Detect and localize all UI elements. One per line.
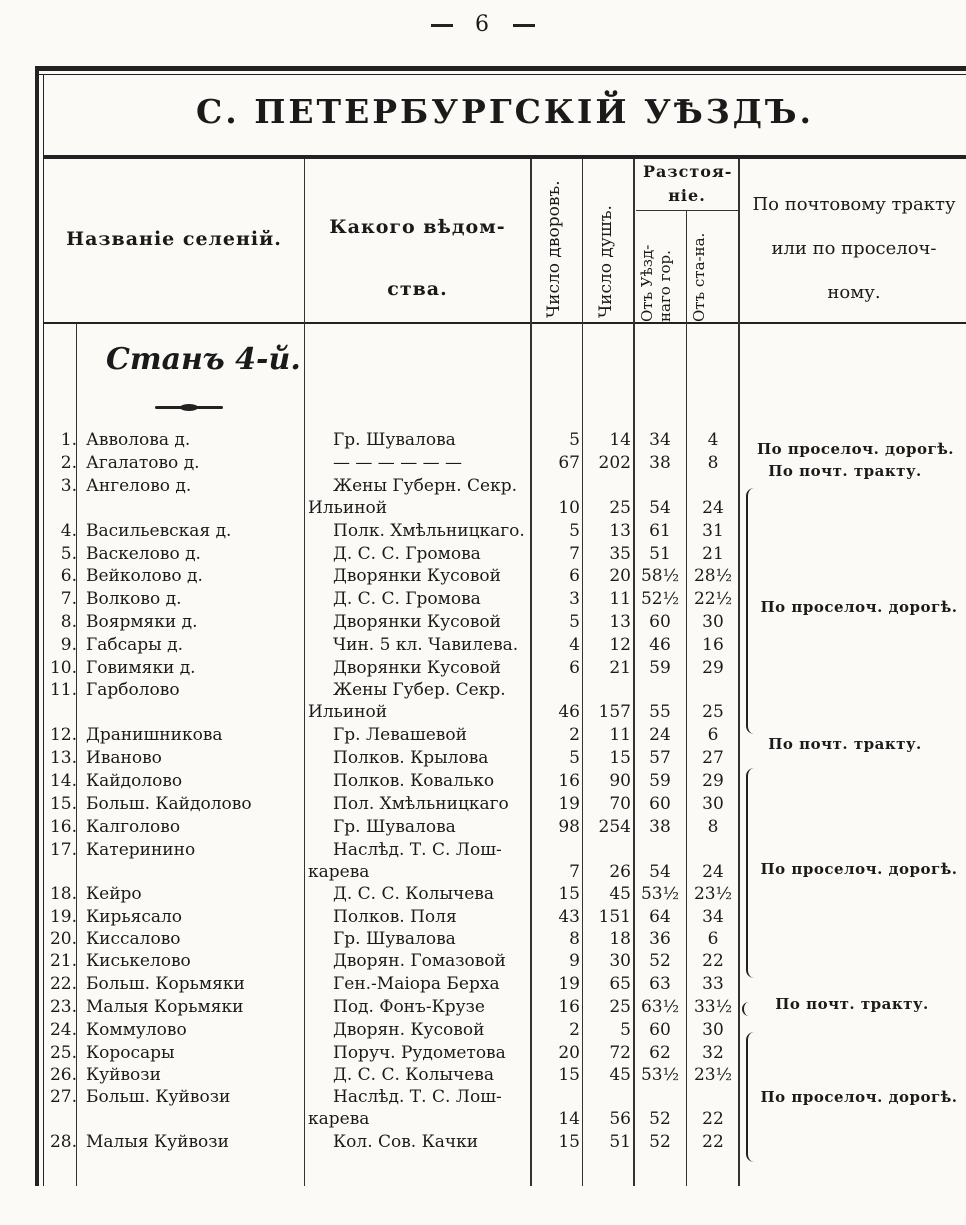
distance-stan: 31 (702, 521, 724, 541)
dvorov-count: 6 (569, 658, 580, 678)
dvorov-count: 2 (569, 1020, 580, 1040)
col-line-stan (738, 159, 740, 1186)
header-dept-line1: Какого вѣдом- (329, 216, 506, 238)
village-name: Иваново (86, 748, 162, 768)
dush-count: 21 (609, 658, 631, 678)
department-cont: карева (308, 862, 370, 882)
frame-rule-left-thin (43, 74, 44, 1186)
title-rule (44, 155, 966, 159)
dvorov-count: 15 (558, 884, 580, 904)
row-number: 24. (49, 1020, 77, 1040)
distance-uezd: 24 (649, 725, 671, 745)
distance-rule (636, 210, 738, 211)
distance-stan: 8 (707, 453, 719, 473)
dvorov-count: 9 (569, 951, 580, 971)
department: Кол. Сов. Качки (333, 1132, 479, 1152)
dvorov-count: 43 (558, 907, 580, 927)
distance-uezd: 62 (649, 1043, 671, 1063)
distance-uezd: 52 (649, 951, 671, 971)
dvorov-count: 10 (558, 498, 580, 518)
row-number: 9. (60, 635, 77, 655)
header-dvorov: Число дворовъ. (544, 180, 564, 318)
distance-uezd: 52½ (640, 589, 680, 609)
header-name: Названіе селеній. (66, 228, 282, 250)
dvorov-count: 4 (569, 635, 580, 655)
dush-count: 35 (609, 544, 631, 564)
distance-uezd: 34 (649, 430, 671, 450)
page-number-text: 6 (475, 12, 491, 37)
department: Д. С. С. Колычева (333, 1065, 494, 1085)
village-name: Кейро (86, 884, 142, 904)
row-number: 11. (49, 680, 77, 700)
dush-count: 26 (609, 862, 631, 882)
distance-uezd: 36 (649, 929, 671, 949)
distance-stan: 29 (702, 771, 724, 791)
department: Пол. Хмѣльницкаго (333, 794, 509, 814)
distance-stan: 32 (702, 1043, 724, 1063)
distance-stan: 4 (707, 430, 719, 450)
frame-rule-top-thin (35, 74, 966, 75)
village-name: Ангелово д. (86, 476, 192, 496)
distance-uezd: 59 (649, 658, 671, 678)
dvorov-count: 8 (569, 929, 580, 949)
village-name: Малыя Куйвози (86, 1132, 229, 1152)
department: Полков. Поля (333, 907, 457, 927)
department-cont: карева (308, 1109, 370, 1129)
department: — — — — — — (333, 453, 463, 473)
department: Наслѣд. Т. С. Лош- (333, 840, 502, 860)
row-number: 14. (49, 771, 77, 791)
village-name: Больш. Корьмяки (86, 974, 245, 994)
village-name: Малыя Корьмяки (86, 997, 244, 1017)
row-number: 8. (60, 612, 77, 632)
dvorov-count: 15 (558, 1132, 580, 1152)
distance-uezd: 61 (649, 521, 671, 541)
header-dept (305, 196, 530, 320)
dush-count: 25 (609, 498, 631, 518)
dush-count: 70 (609, 794, 631, 814)
dvorov-count: 7 (569, 862, 580, 882)
distance-stan: 33 (702, 974, 724, 994)
dush-count: 11 (609, 589, 631, 609)
department: Дворянки Кусовой (333, 566, 501, 586)
distance-uezd: 53½ (640, 1065, 680, 1085)
col-line-uezd (686, 211, 687, 1186)
dush-count: 90 (609, 771, 631, 791)
department: Под. Фонъ-Крузе (333, 997, 485, 1017)
dush-count: 13 (609, 521, 631, 541)
distance-stan: 22 (702, 951, 724, 971)
row-number: 12. (49, 725, 77, 745)
page-title: С. ПЕТЕРБУРГСКІЙ УѢЗДЪ. (195, 92, 815, 131)
distance-stan: 30 (702, 612, 724, 632)
department: Дворян. Гомазовой (333, 951, 506, 971)
row-number: 20. (49, 929, 77, 949)
distance-uezd: 51 (649, 544, 671, 564)
distance-stan: 29 (702, 658, 724, 678)
dvorov-count: 98 (558, 817, 580, 837)
row-number: 6. (60, 566, 77, 586)
row-number: 10. (49, 658, 77, 678)
row-number: 23. (49, 997, 77, 1017)
village-name: Больш. Куйвози (86, 1087, 231, 1107)
distance-uezd: 64 (649, 907, 671, 927)
village-name: Кайдолово (86, 771, 183, 791)
village-name: Киськелово (86, 951, 191, 971)
row-number: 7. (60, 589, 77, 609)
distance-uezd: 63½ (640, 997, 680, 1017)
department: Д. С. С. Громова (333, 544, 481, 564)
header-route (742, 183, 966, 315)
header-dush: Число душъ. (596, 205, 616, 318)
distance-stan: 33½ (693, 997, 733, 1017)
row-number: 4. (60, 521, 77, 541)
department: Полков. Ковалько (333, 771, 495, 791)
section-flourish-center (180, 404, 198, 411)
distance-uezd: 54 (649, 862, 671, 882)
distance-uezd: 60 (649, 1020, 671, 1040)
dvorov-count: 5 (569, 612, 580, 632)
header-from-uezd: Отъ Уѣзд-наго гор. (638, 244, 674, 322)
row-number: 16. (49, 817, 77, 837)
distance-uezd: 57 (649, 748, 671, 768)
village-name: Воярмяки д. (86, 612, 198, 632)
header-rule (44, 322, 966, 324)
department: Гр. Шувалова (333, 430, 456, 450)
row-number: 28. (49, 1132, 77, 1152)
distance-uezd: 58½ (640, 566, 680, 586)
village-name: Коросары (86, 1043, 175, 1063)
dush-count: 45 (609, 884, 631, 904)
village-name: Коммулово (86, 1020, 187, 1040)
village-name: Агалатово д. (86, 453, 200, 473)
dush-count: 25 (609, 997, 631, 1017)
header-dept-line2: ства. (387, 278, 448, 300)
col-line-dush (633, 159, 635, 1186)
village-name: Волково д. (86, 589, 182, 609)
dvorov-count: 46 (558, 702, 580, 722)
village-name: Говимяки д. (86, 658, 196, 678)
village-name: Васкелово д. (86, 544, 201, 564)
distance-uezd: 52 (649, 1109, 671, 1129)
department: Ген.-Маіора Берха (333, 974, 500, 994)
row-number: 13. (49, 748, 77, 768)
distance-uezd: 53½ (640, 884, 680, 904)
dush-count: 11 (609, 725, 631, 745)
distance-uezd: 38 (649, 453, 671, 473)
distance-stan: 23½ (693, 1065, 733, 1085)
header-route-line3: ному. (827, 282, 881, 303)
dush-count: 30 (609, 951, 631, 971)
frame-rule-top (35, 66, 966, 71)
distance-stan: 24 (702, 498, 724, 518)
dvorov-count: 6 (569, 566, 580, 586)
dush-count: 18 (609, 929, 631, 949)
dush-count: 72 (609, 1043, 631, 1063)
row-number: 15. (49, 794, 77, 814)
dush-count: 56 (609, 1109, 631, 1129)
row-number: 2. (60, 453, 77, 473)
village-name: Кирьясало (86, 907, 183, 927)
distance-stan: 30 (702, 794, 724, 814)
department: Дворянки Кусовой (333, 612, 501, 632)
dvorov-count: 19 (558, 794, 580, 814)
col-line-dept (530, 159, 532, 1186)
row-number: 22. (49, 974, 77, 994)
village-name: Вейколово д. (86, 566, 203, 586)
distance-uezd: 60 (649, 794, 671, 814)
dush-count: 13 (609, 612, 631, 632)
dash-left (431, 24, 453, 27)
distance-stan: 6 (707, 725, 719, 745)
village-name: Калголово (86, 817, 181, 837)
dush-count: 5 (620, 1020, 631, 1040)
distance-stan: 16 (702, 635, 724, 655)
department-cont: Ильиной (308, 702, 388, 722)
distance-uezd: 59 (649, 771, 671, 791)
distance-uezd: 63 (649, 974, 671, 994)
department: Жены Губерн. Секр. (333, 476, 517, 496)
distance-stan: 21 (702, 544, 724, 564)
dvorov-count: 7 (569, 544, 580, 564)
distance-stan: 8 (707, 817, 719, 837)
dvorov-count: 16 (558, 997, 580, 1017)
department: Полков. Крылова (333, 748, 489, 768)
page-number (0, 12, 966, 37)
route-label: По почт. тракту. (768, 735, 922, 753)
distance-uezd: 54 (649, 498, 671, 518)
dvorov-count: 2 (569, 725, 580, 745)
route-label: По почт. тракту. (775, 995, 929, 1013)
row-number: 26. (49, 1065, 77, 1085)
distance-uezd: 52 (649, 1132, 671, 1152)
distance-stan: 22½ (693, 589, 733, 609)
dush-count: 254 (598, 817, 631, 837)
dush-count: 14 (609, 430, 631, 450)
dash-right (513, 24, 535, 27)
village-name: Авволова д. (86, 430, 191, 450)
village-name: Габсары д. (86, 635, 183, 655)
distance-stan: 22 (702, 1109, 724, 1129)
distance-uezd: 55 (649, 702, 671, 722)
group-brace (742, 1002, 752, 1016)
dvorov-count: 20 (558, 1043, 580, 1063)
dush-count: 157 (598, 702, 631, 722)
village-name: Куйвози (86, 1065, 161, 1085)
department: Наслѣд. Т. С. Лош- (333, 1087, 502, 1107)
department: Чин. 5 кл. Чавилева. (333, 635, 519, 655)
dvorov-count: 14 (558, 1109, 580, 1129)
department: Дворян. Кусовой (333, 1020, 485, 1040)
frame-rule-left (35, 66, 39, 1186)
row-number: 19. (49, 907, 77, 927)
department: Гр. Левашевой (333, 725, 467, 745)
dush-count: 202 (598, 453, 631, 473)
row-number: 18. (49, 884, 77, 904)
header-route-line2: или по проселоч- (771, 238, 937, 259)
row-number: 25. (49, 1043, 77, 1063)
dvorov-count: 15 (558, 1065, 580, 1085)
department: Полк. Хмѣльницкаго. (333, 521, 525, 541)
dush-count: 20 (609, 566, 631, 586)
header-from-stan: Отъ ста-на. (690, 232, 708, 322)
dush-count: 151 (598, 907, 631, 927)
village-name: Гарболово (86, 680, 180, 700)
dvorov-count: 5 (569, 521, 580, 541)
distance-uezd: 46 (649, 635, 671, 655)
department: Жены Губер. Секр. (333, 680, 506, 700)
distance-stan: 34 (702, 907, 724, 927)
distance-stan: 23½ (693, 884, 733, 904)
dush-count: 12 (609, 635, 631, 655)
dush-count: 15 (609, 748, 631, 768)
department: Дворянки Кусовой (333, 658, 501, 678)
department: Гр. Шувалова (333, 817, 456, 837)
row-number: 17. (49, 840, 77, 860)
dvorov-count: 5 (569, 748, 580, 768)
department: Д. С. С. Громова (333, 589, 481, 609)
route-label: По почт. тракту. (768, 462, 922, 480)
department-cont: Ильиной (308, 498, 388, 518)
village-name: Дранишникова (86, 725, 223, 745)
dvorov-count: 19 (558, 974, 580, 994)
row-number: 1. (60, 430, 77, 450)
header-route-line1: По почтовому тракту (752, 194, 956, 215)
route-label: По проселоч. дорогѣ. (760, 598, 958, 616)
route-label: По проселоч. дорогѣ. (756, 440, 954, 458)
header-distance: Разстоя-ніе. (643, 162, 733, 205)
dush-count: 45 (609, 1065, 631, 1085)
village-name: Катеринино (86, 840, 196, 860)
village-name: Киссалово (86, 929, 181, 949)
distance-stan: 30 (702, 1020, 724, 1040)
village-name: Больш. Кайдолово (86, 794, 252, 814)
row-number: 5. (60, 544, 77, 564)
dush-count: 65 (609, 974, 631, 994)
dvorov-count: 5 (569, 430, 580, 450)
row-number: 21. (49, 951, 77, 971)
distance-stan: 27 (702, 748, 724, 768)
distance-stan: 24 (702, 862, 724, 882)
section-title: Станъ 4-й. (106, 342, 301, 377)
distance-uezd: 60 (649, 612, 671, 632)
distance-stan: 22 (702, 1132, 724, 1152)
dush-count: 51 (609, 1132, 631, 1152)
department: Гр. Шувалова (333, 929, 456, 949)
department: Поруч. Рудометова (333, 1043, 506, 1063)
distance-stan: 25 (702, 702, 724, 722)
village-name: Васильевская д. (86, 521, 232, 541)
route-label: По проселоч. дорогѣ. (760, 860, 958, 878)
dvorov-count: 3 (569, 589, 580, 609)
distance-uezd: 38 (649, 817, 671, 837)
distance-stan: 6 (707, 929, 719, 949)
row-number: 27. (49, 1087, 77, 1107)
distance-stan: 28½ (693, 566, 733, 586)
route-label: По проселоч. дорогѣ. (760, 1088, 958, 1106)
row-number: 3. (60, 476, 77, 496)
dvorov-count: 67 (558, 453, 580, 473)
dvorov-count: 16 (558, 771, 580, 791)
department: Д. С. С. Колычева (333, 884, 494, 904)
